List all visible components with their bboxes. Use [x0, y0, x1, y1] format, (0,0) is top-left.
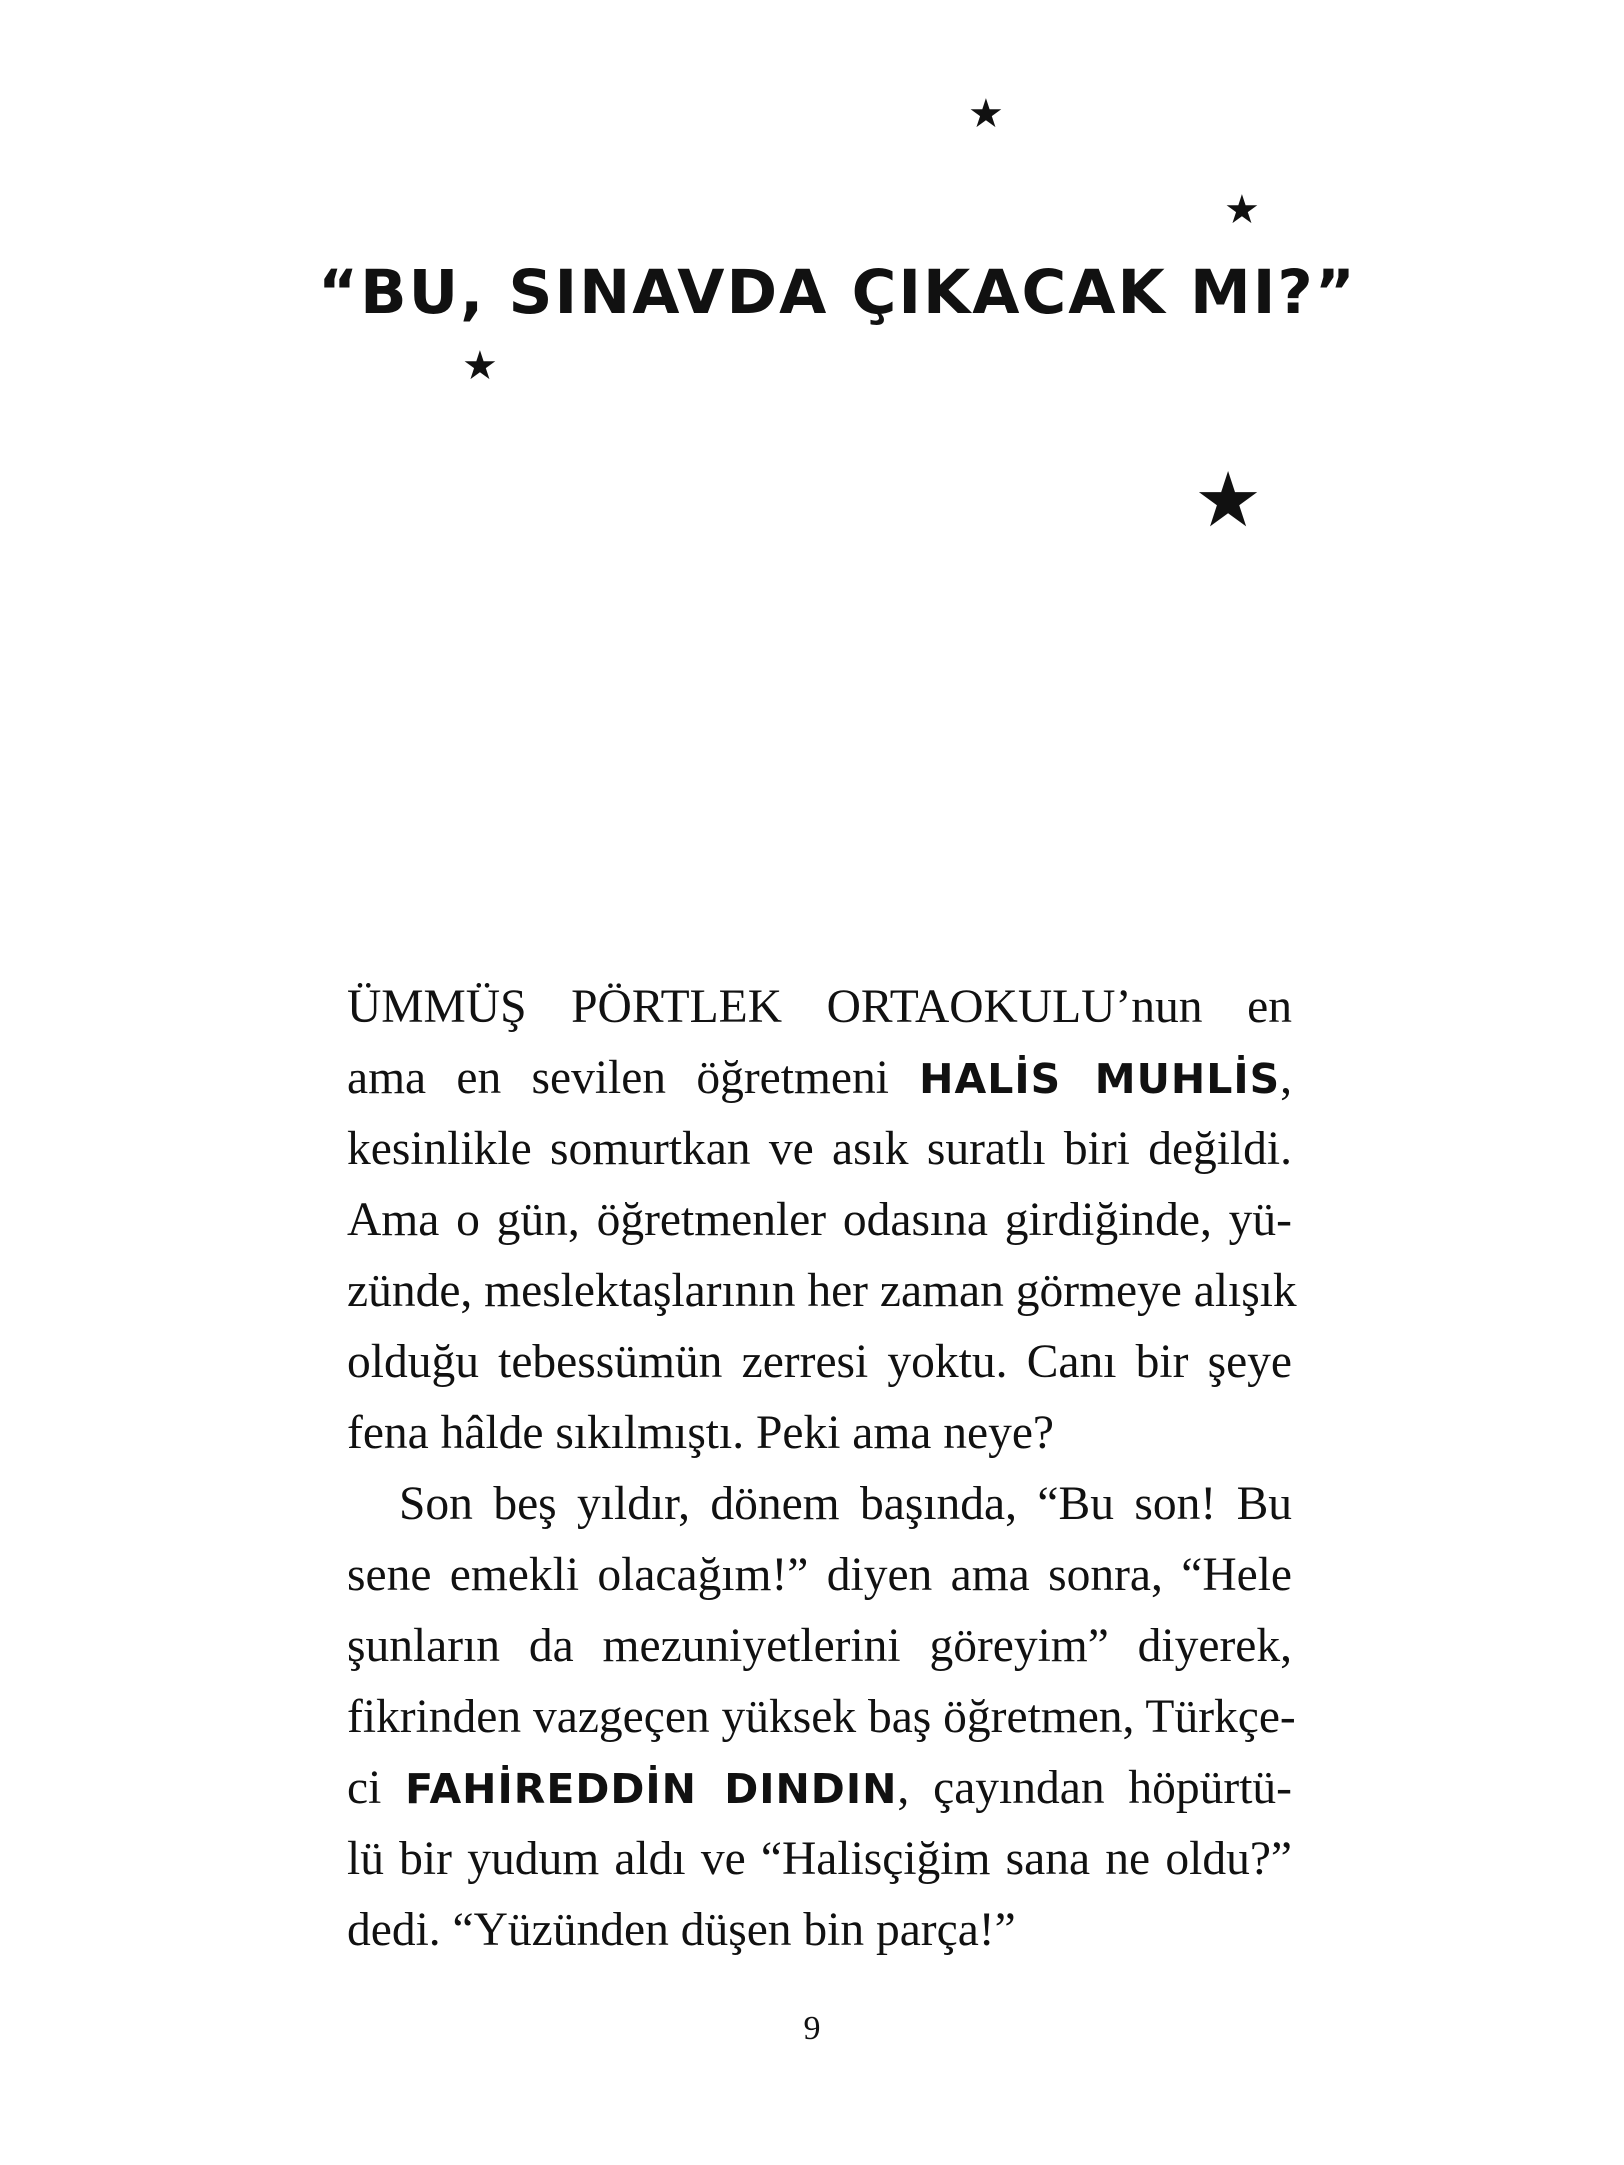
text-segment: , çayından höpürtü- [897, 1762, 1293, 1814]
body-text [347, 972, 1297, 1966]
text-segment: , [1280, 1052, 1292, 1104]
text-line: sene emekli olacağım!” diyen ama sonra, “Hele [347, 1549, 1292, 1601]
text-line: şunların da mezuniyetlerini göreyim” diyerek, [347, 1620, 1292, 1672]
text-segment: ama en sevilen öğretmeni [347, 1052, 920, 1104]
paragraph [347, 972, 1297, 1469]
star-icon: ★ [462, 343, 498, 389]
paragraph [347, 1469, 1296, 1966]
text-line: Ama o gün, öğretmenler odasına girdiğinde, yü- [347, 1194, 1292, 1246]
text-line: olduğu tebessümün zerresi yoktu. Canı bir şeye [347, 1336, 1292, 1388]
chapter-title: “BU, SINAVDA ÇIKACAK MI?” [318, 257, 1357, 328]
text-segment: ci [347, 1762, 406, 1814]
star-icon: ★ [968, 91, 1004, 137]
character-name: HALİS MUHLİS [919, 1055, 1281, 1103]
text-line [347, 1043, 1292, 1114]
text-line: fena hâlde sıkılmıştı. Peki ama neye? [347, 1407, 1055, 1459]
text-line: zünde, meslektaşlarının her zaman görmeye alışık [347, 1265, 1297, 1317]
text-line: fikrinden vazgeçen yüksek baş öğretmen, Türkçe- [347, 1691, 1296, 1743]
text-line: dedi. “Yüzünden düşen bin parça!” [347, 1904, 1016, 1956]
text-line [347, 1753, 1292, 1824]
text-line: kesinlikle somurtkan ve asık suratlı biri değildi. [347, 1123, 1292, 1175]
page-number: 9 [803, 2010, 821, 2047]
text-line: lü bir yudum aldı ve “Halisçiğim sana ne oldu?” [347, 1833, 1292, 1885]
star-icon: ★ [1194, 455, 1263, 544]
character-name: FAHİREDDİN DINDIN [405, 1765, 898, 1813]
text-line: Son beş yıldır, dönem başında, “Bu son! Bu [399, 1478, 1292, 1530]
text-line: ÜMMÜŞ PÖRTLEK ORTAOKULU’nun en [347, 981, 1292, 1033]
star-icon: ★ [1224, 187, 1260, 233]
